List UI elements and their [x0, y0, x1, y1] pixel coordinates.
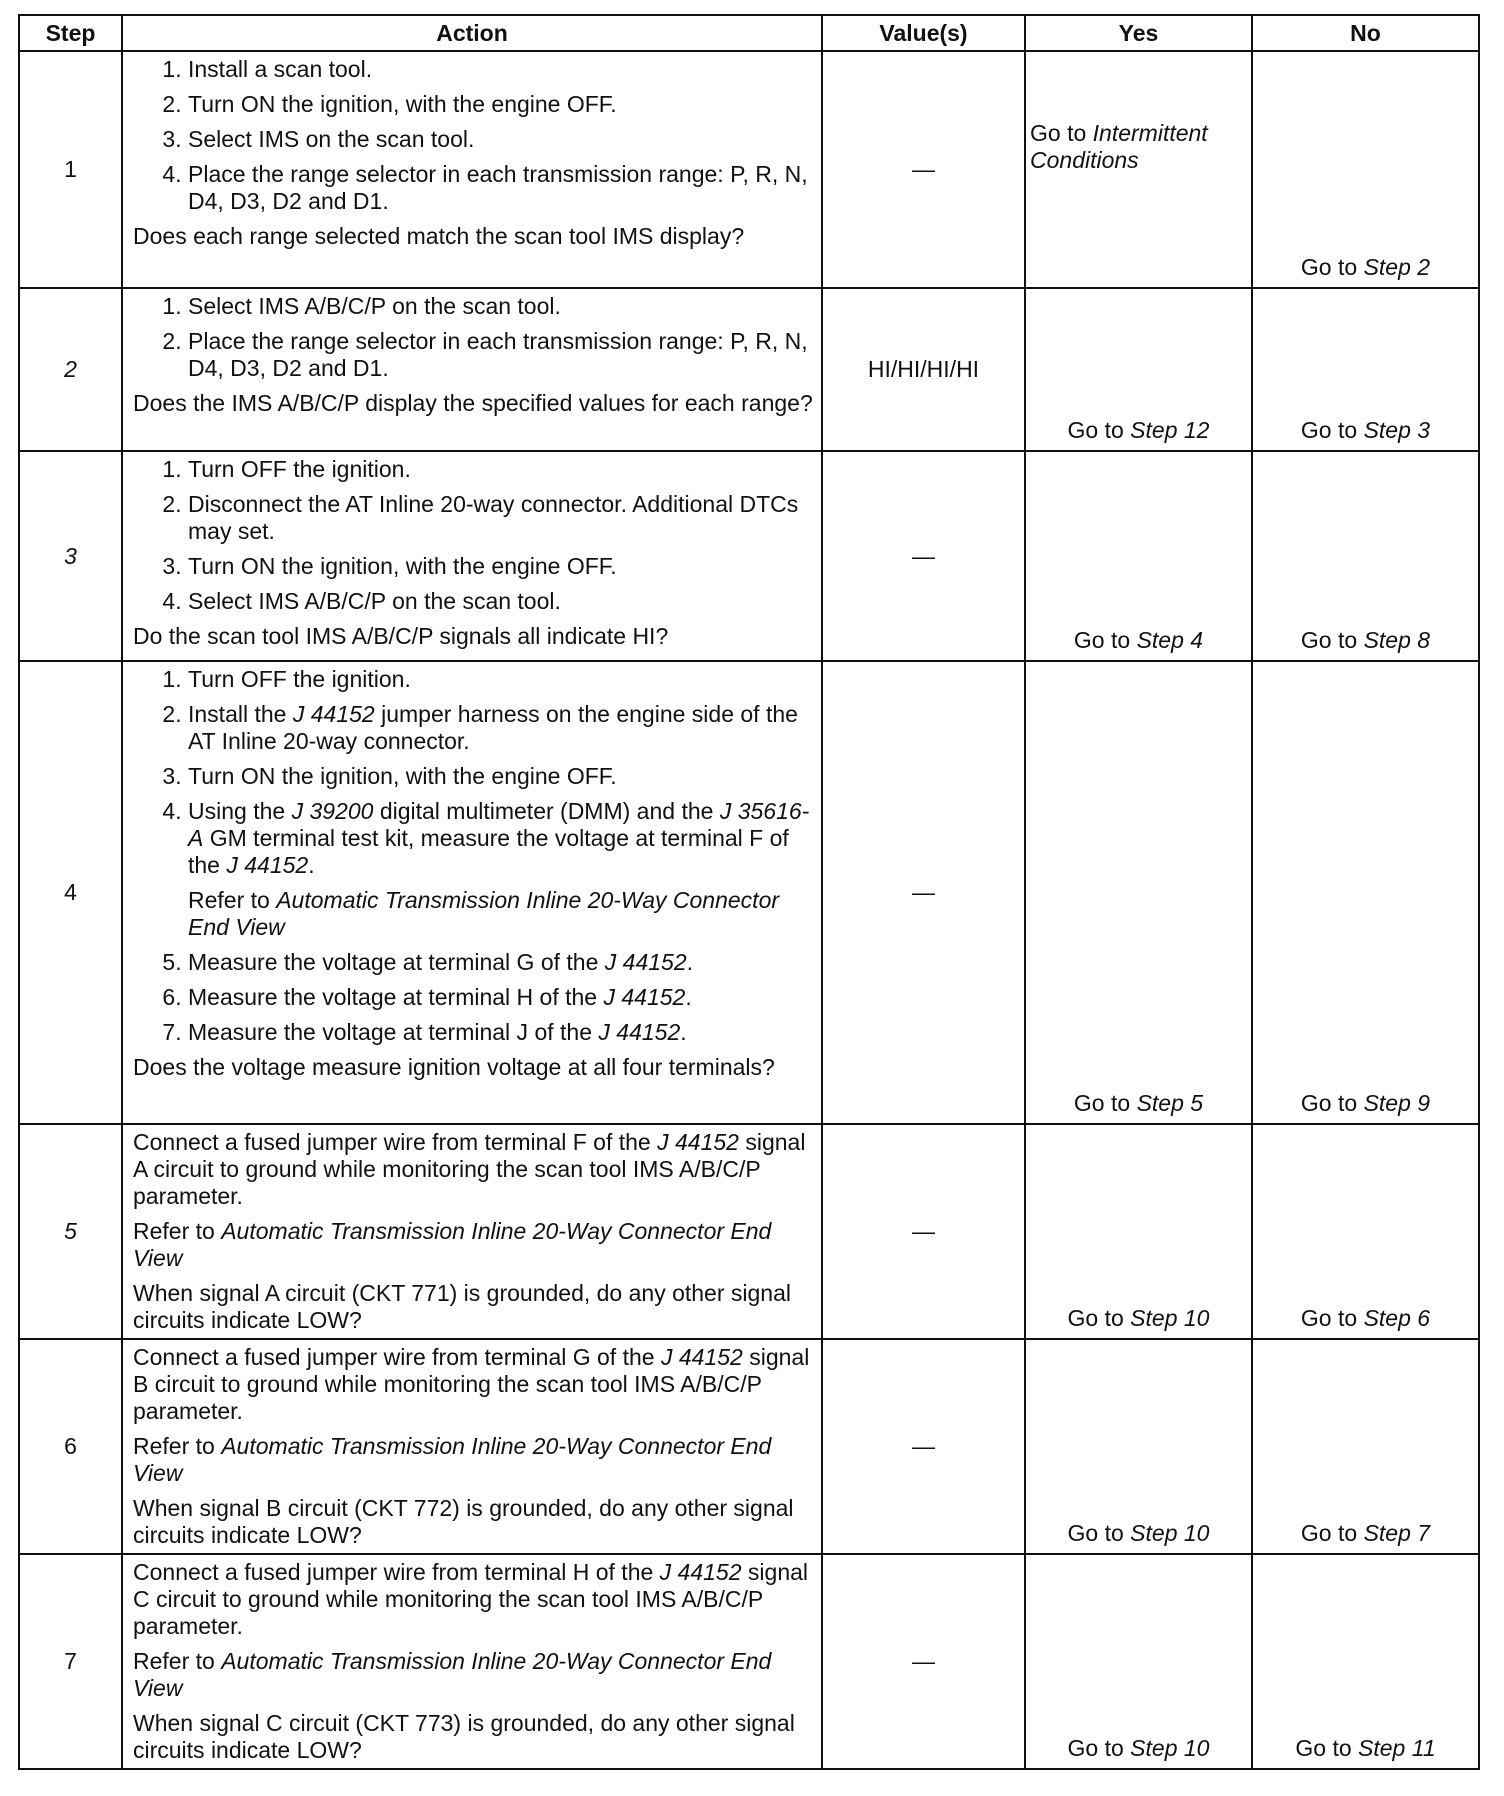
no-link[interactable]: Step 2 — [1363, 254, 1431, 280]
tool-ref: J 44152 — [598, 1019, 681, 1045]
tool-ref: J 44152 — [603, 984, 686, 1010]
no-link[interactable]: Step 7 — [1363, 1520, 1431, 1546]
no-cell — [1252, 288, 1479, 451]
no-link[interactable]: Step 6 — [1363, 1305, 1431, 1331]
table-row-step-2 — [19, 288, 1479, 451]
yes-cell — [1025, 1124, 1252, 1339]
question-text: Does the voltage measure ignition voltage at all four terminals? — [133, 1054, 775, 1080]
tool-ref: J 44152 — [226, 852, 309, 878]
yes-cell — [1025, 1339, 1252, 1554]
instruction-text: Connect a fused jumper wire from terminal F of the J 44152 signal A circuit to ground while monitoring the scan tool IMS A/B/C/P parameter. — [133, 1129, 806, 1209]
list-item: 6. Measure the voltage at terminal H of the J 44152. — [188, 984, 813, 1011]
tool-ref: J 35616-A — [188, 798, 810, 851]
list-item: 3. Turn ON the ignition, with the engine OFF. — [188, 553, 813, 580]
action-cell — [122, 451, 822, 661]
yes-cell — [1025, 288, 1252, 451]
col-header-no: No — [1252, 15, 1479, 51]
action-cell — [122, 1124, 822, 1339]
step-number: 7 — [19, 1554, 122, 1769]
table-row-step-6 — [19, 1339, 1479, 1554]
no-link[interactable]: Step 3 — [1363, 417, 1431, 443]
step-number: 2 — [19, 288, 122, 451]
no-prefix: Go to — [1300, 627, 1358, 653]
tool-ref: J 44152 — [292, 701, 375, 727]
col-header-step: Step — [19, 15, 122, 51]
table-row-step-4 — [19, 661, 1479, 1124]
yes-prefix: Go to — [1067, 1735, 1124, 1761]
yes-prefix: Go to — [1067, 1520, 1124, 1546]
list-item: 3. Select IMS on the scan tool. — [188, 126, 813, 153]
list-item: 1. Turn OFF the ignition. — [188, 666, 813, 693]
no-prefix: Go to — [1300, 417, 1358, 443]
list-item: 5. Measure the voltage at terminal G of the J 44152. — [188, 949, 813, 976]
action-cell — [122, 288, 822, 451]
yes-cell — [1025, 1554, 1252, 1769]
yes-link[interactable]: Step 4 — [1136, 627, 1204, 653]
no-cell — [1252, 451, 1479, 661]
instruction-text: Connect a fused jumper wire from terminal H of the J 44152 signal C circuit to ground while monitoring the scan tool IMS A/B/C/P parameter. — [133, 1559, 809, 1639]
refer-note: Refer to Automatic Transmission Inline 20-Way Connector End View — [133, 1433, 772, 1486]
table-row-step-1 — [19, 51, 1479, 288]
table-row-step-3 — [19, 451, 1479, 661]
col-header-yes: Yes — [1025, 15, 1252, 51]
table-row-step-5 — [19, 1124, 1479, 1339]
refer-link[interactable]: Automatic Transmission Inline 20-Way Connector End View — [133, 1648, 772, 1701]
value-cell: — — [822, 1339, 1025, 1554]
header-row — [19, 15, 1479, 51]
action-list — [133, 666, 813, 1046]
yes-cell — [1025, 451, 1252, 661]
no-link[interactable]: Step 9 — [1363, 1090, 1431, 1116]
action-list — [133, 456, 813, 615]
question-text: When signal A circuit (CKT 771) is grounded, do any other signal circuits indicate LOW? — [133, 1280, 791, 1333]
step-number: 6 — [19, 1339, 122, 1554]
yes-prefix: Go to — [1073, 627, 1131, 653]
no-cell — [1252, 1339, 1479, 1554]
value-cell: — — [822, 51, 1025, 288]
refer-link[interactable]: Automatic Transmission Inline 20-Way Connector End View — [133, 1218, 772, 1271]
refer-note: Refer to Automatic Transmission Inline 20-Way Connector End View — [133, 1218, 772, 1271]
table-row-step-7 — [19, 1554, 1479, 1769]
no-link[interactable]: Step 11 — [1358, 1735, 1436, 1761]
no-prefix: Go to — [1300, 1305, 1358, 1331]
col-header-values: Value(s) — [822, 15, 1025, 51]
refer-link[interactable]: Automatic Transmission Inline 20-Way Connector End View — [188, 887, 780, 940]
no-cell — [1252, 1554, 1479, 1769]
list-item: 4. Select IMS A/B/C/P on the scan tool. — [188, 588, 813, 615]
value-cell: HI/HI/HI/HI — [822, 288, 1025, 451]
yes-cell — [1025, 661, 1252, 1124]
step-number: 3 — [19, 451, 122, 661]
value-cell: — — [822, 661, 1025, 1124]
question-text: When signal C circuit (CKT 773) is grounded, do any other signal circuits indicate LOW? — [133, 1710, 795, 1763]
list-item: 2. Install the J 44152 jumper harness on the engine side of the AT Inline 20-way connector. — [188, 701, 813, 755]
list-item: 2. Turn ON the ignition, with the engine OFF. — [188, 91, 813, 118]
action-list — [133, 56, 813, 215]
step-number: 1 — [19, 51, 122, 288]
refer-note: Refer to Automatic Transmission Inline 20-Way Connector End View — [188, 887, 780, 940]
step-number: 5 — [19, 1124, 122, 1339]
step-number: 4 — [19, 661, 122, 1124]
yes-prefix: Go to — [1067, 1305, 1124, 1331]
value-cell: — — [822, 1554, 1025, 1769]
no-prefix: Go to — [1300, 1090, 1358, 1116]
yes-link[interactable]: Step 10 — [1130, 1520, 1210, 1546]
no-link[interactable]: Step 8 — [1363, 627, 1431, 653]
list-item: 4. Using the J 39200 digital multimeter (DMM) and the J 35616-A GM terminal test kit, measure the voltage at terminal F of the J 44152. Refer to Automatic Transmission Inline 20-Way Connector End View — [188, 798, 813, 941]
list-item: 1. Select IMS A/B/C/P on the scan tool. — [188, 293, 813, 320]
tool-ref: J 44152 — [659, 1559, 742, 1585]
no-prefix: Go to — [1295, 1735, 1352, 1761]
list-item: 1. Install a scan tool. — [188, 56, 813, 83]
list-item: 4. Place the range selector in each transmission range: P, R, N, D4, D3, D2 and D1. — [188, 161, 813, 215]
action-cell — [122, 1554, 822, 1769]
yes-link[interactable]: Step 10 — [1130, 1735, 1210, 1761]
diagnostic-table — [18, 14, 1480, 1770]
no-cell — [1252, 51, 1479, 288]
value-cell: — — [822, 1124, 1025, 1339]
yes-link[interactable]: Step 10 — [1130, 1305, 1210, 1331]
question-text: Do the scan tool IMS A/B/C/P signals all indicate HI? — [133, 623, 669, 649]
list-item: 1. Turn OFF the ignition. — [188, 456, 813, 483]
no-prefix: Go to — [1300, 1520, 1358, 1546]
tool-ref: J 44152 — [660, 1344, 743, 1370]
yes-cell — [1025, 51, 1252, 288]
action-cell — [122, 1339, 822, 1554]
no-cell — [1252, 661, 1479, 1124]
refer-note: Refer to Automatic Transmission Inline 20-Way Connector End View — [133, 1648, 772, 1701]
action-cell — [122, 661, 822, 1124]
list-item: 2. Disconnect the AT Inline 20-way connector. Additional DTCs may set. — [188, 491, 813, 545]
instruction-text: Connect a fused jumper wire from terminal G of the J 44152 signal B circuit to ground while monitoring the scan tool IMS A/B/C/P parameter. — [133, 1344, 810, 1424]
list-item: 3. Turn ON the ignition, with the engine OFF. — [188, 763, 813, 790]
yes-prefix: Go to — [1067, 417, 1124, 443]
no-prefix: Go to — [1300, 254, 1358, 280]
action-list — [133, 293, 813, 382]
tool-ref: J 39200 — [291, 798, 374, 824]
list-item: 7. Measure the voltage at terminal J of the J 44152. — [188, 1019, 813, 1046]
yes-link[interactable]: Step 5 — [1136, 1090, 1204, 1116]
yes-link[interactable]: Step 12 — [1130, 417, 1210, 443]
refer-link[interactable]: Automatic Transmission Inline 20-Way Connector End View — [133, 1433, 772, 1486]
list-item: 2. Place the range selector in each transmission range: P, R, N, D4, D3, D2 and D1. — [188, 328, 813, 382]
question-text: Does each range selected match the scan tool IMS display? — [133, 223, 745, 249]
yes-prefix: Go to — [1073, 1090, 1131, 1116]
tool-ref: J 44152 — [657, 1129, 739, 1155]
yes-link[interactable]: Intermittent Conditions — [1030, 119, 1208, 173]
yes-prefix: Go to — [1030, 119, 1087, 146]
tool-ref: J 44152 — [604, 949, 687, 975]
question-text: When signal B circuit (CKT 772) is grounded, do any other signal circuits indicate LOW? — [133, 1495, 794, 1548]
value-cell: — — [822, 451, 1025, 661]
col-header-action: Action — [122, 15, 822, 51]
question-text: Does the IMS A/B/C/P display the specified values for each range? — [133, 390, 813, 416]
action-cell — [122, 51, 822, 288]
no-cell — [1252, 1124, 1479, 1339]
